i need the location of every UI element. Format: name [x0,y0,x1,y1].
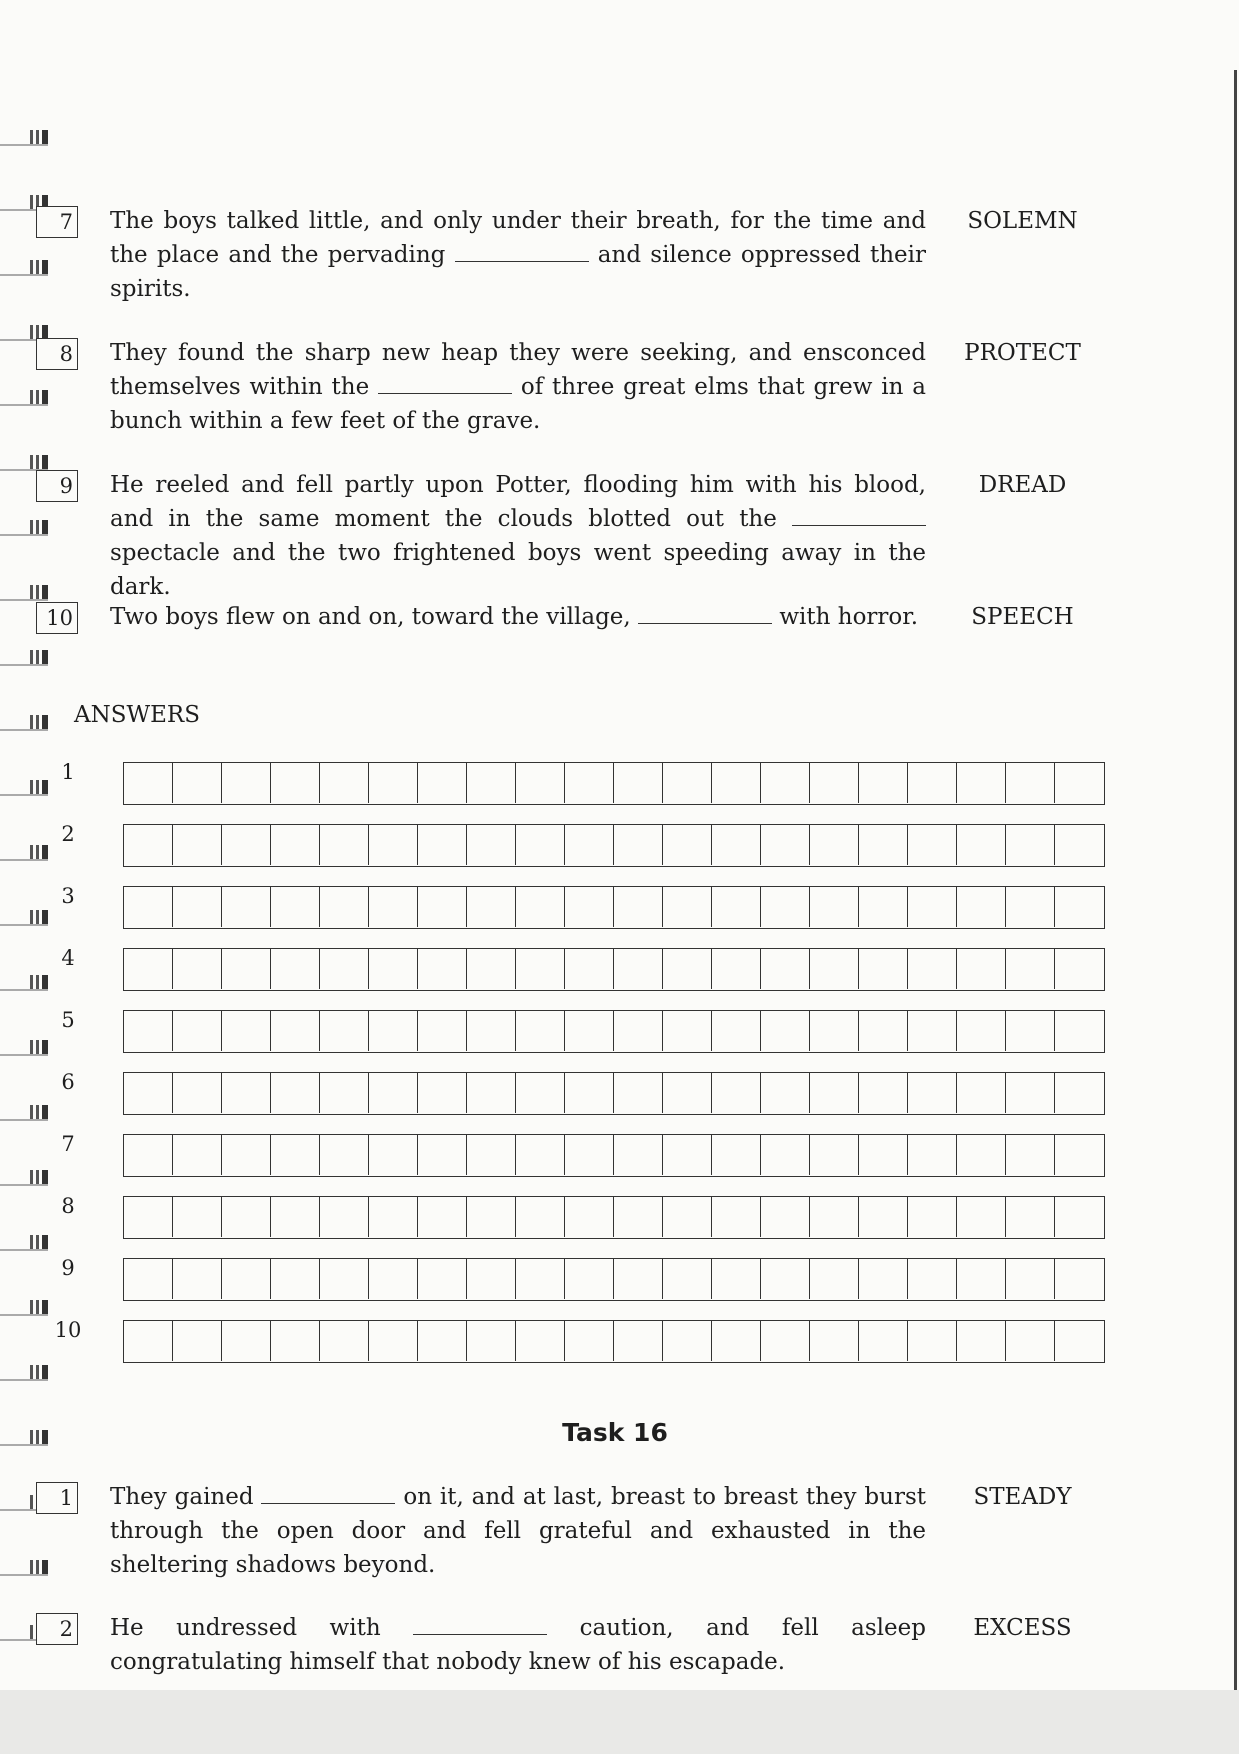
answer-cell[interactable] [908,949,957,989]
answer-grid [123,1134,1105,1177]
answer-cell[interactable] [1006,1073,1055,1113]
answer-cell[interactable] [271,1011,320,1051]
page-edge [1234,70,1237,1690]
answer-cell[interactable] [320,1011,369,1051]
answer-cell[interactable] [810,825,859,865]
text-after: and silence oppressed their spirits. [110,242,926,302]
binding-mark [0,650,52,666]
answer-cell[interactable] [271,763,320,803]
text-before: Two boys flew on and on, toward the village, [110,604,639,630]
answer-cell[interactable] [418,949,467,989]
answer-cell[interactable] [614,1197,663,1237]
answer-cell[interactable] [369,949,418,989]
answer-cell[interactable] [271,1073,320,1113]
answer-grid [123,1258,1105,1301]
answer-cell[interactable] [222,949,271,989]
answer-row [0,948,1239,992]
answer-cell[interactable] [957,763,1006,803]
answer-cell[interactable] [908,1197,957,1237]
answer-cell[interactable] [1055,1197,1104,1237]
answer-cell[interactable] [712,1197,761,1237]
answer-cell[interactable] [271,1259,320,1299]
answer-cell[interactable] [1006,763,1055,803]
answer-cell[interactable] [761,1197,810,1237]
text-after: caution, and fell asleep congratulating himself that nobody knew of his escapade. [110,1615,926,1675]
answer-cell[interactable] [1006,825,1055,865]
answer-cell[interactable] [761,887,810,927]
answer-cell[interactable] [761,1321,810,1361]
item-text [110,1611,926,1679]
answer-cell[interactable] [614,1321,663,1361]
answer-cell[interactable] [467,1011,516,1051]
answer-cell[interactable] [369,887,418,927]
answer-cell[interactable] [859,1135,908,1175]
answer-cell[interactable] [712,825,761,865]
answer-cell[interactable] [467,887,516,927]
answer-cell[interactable] [173,1011,222,1051]
answer-row [0,1196,1239,1240]
answer-cell[interactable] [173,763,222,803]
answer-cell[interactable] [222,1197,271,1237]
answer-cell[interactable] [1006,1321,1055,1361]
answer-cell[interactable] [614,763,663,803]
answer-cell[interactable] [516,1321,565,1361]
answer-cell[interactable] [565,1321,614,1361]
answer-grid [123,886,1105,929]
answer-cell[interactable] [369,763,418,803]
answer-cell[interactable] [859,1197,908,1237]
binding-mark [0,390,52,406]
keyword: EXCESS [973,1615,1072,1641]
task-16-title: Task 16 [562,1418,668,1447]
answer-cell[interactable] [957,887,1006,927]
answer-row-number: 7 [61,1132,75,1156]
answer-row [0,1072,1239,1116]
answer-cell[interactable] [859,887,908,927]
answer-cell[interactable] [810,1259,859,1299]
answer-cell[interactable] [418,1135,467,1175]
answer-cell[interactable] [320,1073,369,1113]
answer-cell[interactable] [614,887,663,927]
answer-cell[interactable] [908,1321,957,1361]
answer-cell[interactable] [761,949,810,989]
answer-cell[interactable] [418,1073,467,1113]
text-after: on it, and at last, breast to breast they burst through the open door and fell grateful and exhausted in the sheltering shadows beyond. [110,1484,926,1578]
answer-row-number: 6 [61,1070,75,1094]
answer-cell[interactable] [810,887,859,927]
answer-cell[interactable] [271,949,320,989]
answer-cell[interactable] [761,1135,810,1175]
answer-cell[interactable] [614,1073,663,1113]
answer-cell[interactable] [320,763,369,803]
answer-cell[interactable] [565,1259,614,1299]
answer-cell[interactable] [859,763,908,803]
answer-blank[interactable] [792,507,926,526]
answer-cell[interactable] [565,949,614,989]
answer-cell[interactable] [859,1011,908,1051]
answer-cell[interactable] [712,949,761,989]
answer-cell[interactable] [369,1073,418,1113]
answer-cell[interactable] [810,1073,859,1113]
binding-mark [0,1300,52,1316]
answer-cell[interactable] [761,1259,810,1299]
answer-row-number: 2 [61,822,75,846]
answer-cell[interactable] [565,1073,614,1113]
answer-cell[interactable] [124,825,173,865]
answer-row [0,1134,1239,1178]
answer-row-number: 3 [61,884,75,908]
answer-cell[interactable] [565,887,614,927]
answer-cell[interactable] [124,1259,173,1299]
answer-cell[interactable] [467,763,516,803]
answer-cell[interactable] [1006,1259,1055,1299]
answer-cell[interactable] [712,1259,761,1299]
answer-cell[interactable] [173,1197,222,1237]
answer-cell[interactable] [369,1321,418,1361]
text-before: The boys talked little, and only under their breath, for the time and the place and the pervading [110,208,926,268]
answer-cell[interactable] [859,1259,908,1299]
answer-cell[interactable] [712,763,761,803]
answer-cell[interactable] [810,1197,859,1237]
answer-cell[interactable] [124,949,173,989]
answer-cell[interactable] [222,825,271,865]
answer-cell[interactable] [418,887,467,927]
item-text [110,600,926,634]
item-text [110,336,926,438]
answer-cell[interactable] [320,825,369,865]
answer-blank[interactable] [455,243,589,262]
answer-cell[interactable] [761,763,810,803]
answer-cell[interactable] [173,825,222,865]
answer-cell[interactable] [222,1321,271,1361]
answer-cell[interactable] [418,1011,467,1051]
answer-cell[interactable] [859,1073,908,1113]
answer-cell[interactable] [1055,1073,1104,1113]
answer-cell[interactable] [663,825,712,865]
answer-cell[interactable] [859,1321,908,1361]
answer-cell[interactable] [663,1011,712,1051]
answer-grid [123,1320,1105,1363]
answer-cell[interactable] [320,949,369,989]
answer-cell[interactable] [222,1259,271,1299]
answer-cell[interactable] [369,825,418,865]
answer-cell[interactable] [467,1135,516,1175]
answer-cell[interactable] [320,887,369,927]
keyword: PROTECT [964,340,1081,366]
answer-cell[interactable] [908,887,957,927]
answer-cell[interactable] [1006,1011,1055,1051]
answers-heading: ANSWERS [74,702,200,728]
answer-cell[interactable] [1006,1197,1055,1237]
answer-cell[interactable] [467,1259,516,1299]
answer-cell[interactable] [467,1073,516,1113]
answer-cell[interactable] [222,1135,271,1175]
answer-cell[interactable] [124,887,173,927]
item-text [110,1480,926,1582]
answer-cell[interactable] [418,825,467,865]
answer-row [0,824,1239,868]
answer-cell[interactable] [957,1135,1006,1175]
answer-cell[interactable] [516,1259,565,1299]
answer-cell[interactable] [516,825,565,865]
item-text [110,204,926,306]
item-number: 7 [36,206,78,238]
answer-cell[interactable] [614,1259,663,1299]
answer-cell[interactable] [810,949,859,989]
binding-mark [0,260,52,276]
answer-row [0,762,1239,806]
answer-cell[interactable] [320,1135,369,1175]
answer-cell[interactable] [663,1197,712,1237]
answer-cell[interactable] [908,1135,957,1175]
keyword: DREAD [978,472,1067,498]
answer-cell[interactable] [712,1321,761,1361]
answer-cell[interactable] [418,1321,467,1361]
text-before: They found the sharp new heap they were seeking, and ensconced themselves within the [110,340,926,400]
answer-cell[interactable] [1055,1135,1104,1175]
answer-cell[interactable] [761,825,810,865]
answer-cell[interactable] [173,1259,222,1299]
answer-cell[interactable] [516,1011,565,1051]
answer-cell[interactable] [222,1073,271,1113]
answer-row [0,886,1239,930]
answer-cell[interactable] [614,825,663,865]
answer-cell[interactable] [516,1073,565,1113]
answer-cell[interactable] [467,825,516,865]
text-before: He reeled and fell partly upon Potter, flooding him with his blood, and in the same moment the clouds blotted out the [110,472,926,532]
binding-mark [0,1560,52,1576]
item-number: 8 [36,338,78,370]
answer-cell[interactable] [810,763,859,803]
answer-grid [123,1072,1105,1115]
binding-mark [0,520,52,536]
answer-cell[interactable] [369,1011,418,1051]
answer-cell[interactable] [565,763,614,803]
answer-cell[interactable] [810,1011,859,1051]
answer-row-number: 10 [54,1318,82,1342]
item-text [110,468,926,604]
answer-cell[interactable] [957,1073,1006,1113]
answer-cell[interactable] [222,887,271,927]
answer-cell[interactable] [1006,1135,1055,1175]
answer-cell[interactable] [565,825,614,865]
answer-cell[interactable] [859,949,908,989]
answer-row [0,1258,1239,1302]
answer-cell[interactable] [124,1135,173,1175]
answer-cell[interactable] [467,1197,516,1237]
answer-cell[interactable] [320,1321,369,1361]
answer-cell[interactable] [761,1073,810,1113]
answer-cell[interactable] [418,1259,467,1299]
answer-grid [123,948,1105,991]
answer-cell[interactable] [957,1259,1006,1299]
answer-cell[interactable] [908,1011,957,1051]
answer-cell[interactable] [908,1073,957,1113]
answer-cell[interactable] [1006,949,1055,989]
answer-row [0,1320,1239,1364]
answer-cell[interactable] [124,1011,173,1051]
keyword: SOLEMN [967,208,1078,234]
answer-cell[interactable] [271,1321,320,1361]
answer-cell[interactable] [614,1011,663,1051]
answer-cell[interactable] [369,1135,418,1175]
binding-mark [0,455,52,471]
answer-cell[interactable] [663,1135,712,1175]
answer-row-number: 4 [61,946,75,970]
answer-cell[interactable] [663,1259,712,1299]
text-after: with horror. [772,604,919,630]
answer-grid [123,1196,1105,1239]
answer-row-number: 1 [61,760,75,784]
answer-cell[interactable] [663,763,712,803]
binding-mark [0,1365,52,1381]
answer-cell[interactable] [761,1011,810,1051]
answer-cell[interactable] [1055,1259,1104,1299]
answer-cell[interactable] [516,1135,565,1175]
answer-cell[interactable] [565,1135,614,1175]
answer-cell[interactable] [173,1135,222,1175]
page-bottom-shadow [0,1690,1239,1754]
answer-blank[interactable] [413,1616,547,1635]
answer-cell[interactable] [369,1259,418,1299]
answer-cell[interactable] [516,949,565,989]
answer-row [0,1010,1239,1054]
answer-cell[interactable] [271,1135,320,1175]
answer-grid [123,762,1105,805]
answer-cell[interactable] [957,1321,1006,1361]
answer-cell[interactable] [957,1197,1006,1237]
answer-grid [123,1010,1105,1053]
text-before: He undressed with [110,1615,414,1641]
answer-blank[interactable] [378,375,512,394]
answer-cell[interactable] [663,887,712,927]
answer-cell[interactable] [712,1011,761,1051]
binding-mark [0,715,52,731]
answer-cell[interactable] [418,763,467,803]
answer-cell[interactable] [516,887,565,927]
answer-cell[interactable] [663,949,712,989]
text-after: spectacle and the two frightened boys went speeding away in the dark. [110,540,926,600]
answer-cell[interactable] [418,1197,467,1237]
answer-cell[interactable] [565,1197,614,1237]
item-number: 9 [36,470,78,502]
answer-cell[interactable] [1055,763,1104,803]
answer-cell[interactable] [908,1259,957,1299]
answer-cell[interactable] [614,949,663,989]
answer-cell[interactable] [467,949,516,989]
answer-cell[interactable] [1055,1011,1104,1051]
answer-blank[interactable] [638,605,772,624]
answer-row-number: 8 [61,1194,75,1218]
answer-cell[interactable] [124,1073,173,1113]
answer-cell[interactable] [271,1197,320,1237]
answer-cell[interactable] [173,1321,222,1361]
answer-cell[interactable] [663,1073,712,1113]
answer-cell[interactable] [810,1135,859,1175]
answer-cell[interactable] [712,1135,761,1175]
answer-cell[interactable] [957,1011,1006,1051]
answer-cell[interactable] [908,763,957,803]
answer-cell[interactable] [320,1259,369,1299]
answer-cell[interactable] [516,1197,565,1237]
answer-cell[interactable] [369,1197,418,1237]
answer-cell[interactable] [1006,887,1055,927]
answer-cell[interactable] [1055,825,1104,865]
answer-cell[interactable] [614,1135,663,1175]
text-after: of three great elms that grew in a bunch within a few feet of the grave. [110,374,926,434]
answer-cell[interactable] [173,887,222,927]
answer-cell[interactable] [124,763,173,803]
answer-cell[interactable] [859,825,908,865]
answer-cell[interactable] [957,825,1006,865]
answer-cell[interactable] [173,949,222,989]
answer-row-number: 5 [61,1008,75,1032]
answer-cell[interactable] [173,1073,222,1113]
answer-cell[interactable] [712,1073,761,1113]
text-before: They gained [110,1484,262,1510]
answer-cell[interactable] [908,825,957,865]
answer-cell[interactable] [1055,1321,1104,1361]
keyword: SPEECH [971,604,1074,630]
item-number: 2 [36,1613,78,1645]
binding-mark [0,585,52,601]
answer-cell[interactable] [271,825,320,865]
answer-cell[interactable] [516,763,565,803]
item-number: 10 [36,602,78,634]
keyword: STEADY [973,1484,1072,1510]
answer-blank[interactable] [261,1485,395,1504]
answer-cell[interactable] [810,1321,859,1361]
answer-cell[interactable] [124,1321,173,1361]
answer-cell[interactable] [1055,887,1104,927]
answer-cell[interactable] [222,1011,271,1051]
answer-grid [123,824,1105,867]
answer-cell[interactable] [320,1197,369,1237]
answer-cell[interactable] [957,949,1006,989]
answer-cell[interactable] [1055,949,1104,989]
answer-cell[interactable] [222,763,271,803]
binding-mark [0,130,52,146]
answer-cell[interactable] [271,887,320,927]
answer-cell[interactable] [712,887,761,927]
answer-cell[interactable] [663,1321,712,1361]
answer-cell[interactable] [124,1197,173,1237]
answer-cell[interactable] [467,1321,516,1361]
answer-cell[interactable] [565,1011,614,1051]
item-number: 1 [36,1482,78,1514]
answer-row-number: 9 [61,1256,75,1280]
